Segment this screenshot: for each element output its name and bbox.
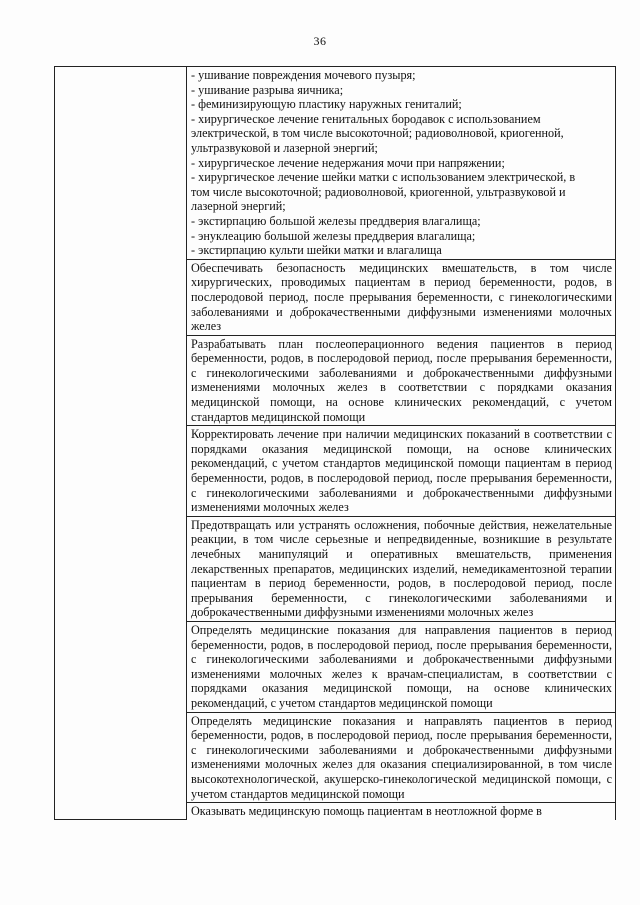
list-line: электрической, в том числе высокоточной; радиоволновой, криогенной, [191, 126, 564, 141]
left-column-cell [55, 67, 187, 820]
list-line: том числе высокоточной; радиоволновой, криогенной, ультразвуковой и [191, 184, 566, 199]
skill-cell [187, 259, 616, 335]
list-line: - экстирпацию большой железы преддверия влагалища; [191, 213, 481, 228]
list-line: - хирургическое лечение недержания мочи при напряжении; [191, 155, 505, 170]
skill-text: Определять медицинские показания для направления пациентов в период беременности, родов, в послеродовой период, после прерывания беременности, с гинекологическими заболеваниями и доброкачественными диффузными изменениями молочных желез к врачам-специалистам, в соответствии с порядками оказания медицинской помощи, на основе клинических рекомендаций, с учетом стандартов медицинской помощи [191, 622, 612, 710]
list-line: - экстирпацию культи шейки матки и влагалища [191, 243, 442, 258]
list-line: - феминизирующую пластику наружных гениталий; [191, 97, 462, 112]
skill-text: Оказывать медицинскую помощь пациентам в неотложной форме в [191, 804, 542, 819]
list-line: - энуклеацию большой железы преддверия влагалища; [191, 228, 476, 243]
list-line: - ушивание повреждения мочевого пузыря; [191, 68, 416, 82]
table-row [55, 67, 616, 260]
skill-cell [187, 621, 616, 712]
skill-cell [187, 335, 616, 426]
procedure-list-cell [187, 67, 616, 260]
skill-text: Разрабатывать план послеоперационного ведения пациентов в период беременности, родов, в послеродовой период, после прерывания беременности, с гинекологическими заболеваниями и доброкачественными диффузными изменениями молочных желез в соответствии с порядками оказания медицинской помощи, на основе клинических рекомендаций, с учетом стандартов медицинской помощи [191, 336, 612, 424]
skill-cell [187, 803, 616, 820]
skill-cell [187, 712, 616, 803]
list-line: - хирургическое лечение генитальных бородавок с использованием [191, 111, 541, 126]
skill-cell [187, 516, 616, 621]
skill-text: Обеспечивать безопасность медицинских вмешательств, в том числе хирургических, проводимых пациентам в период беременности, родов, в послеродовой период, после прерывания беременности, с гинекологическими заболеваниями и доброкачественными диффузными изменениями молочных желез [191, 260, 612, 334]
list-line: ультразвуковой и лазерной энергий; [191, 140, 378, 155]
skill-cell [187, 426, 616, 517]
page-number: 36 [313, 34, 327, 48]
list-line: - хирургическое лечение шейки матки с использованием электрической, в [191, 170, 576, 185]
skill-text: Определять медицинские показания и направлять пациентов в период беременности, родов, в послеродовой период, после прерывания беременности, с гинекологическими заболеваниями и доброкачественными диффузными изменениями молочных желез для оказания специализированной, в том числе высокотехнологической, акушерско-гинекологической медицинской помощи, с учетом стандартов медицинской помощи [191, 713, 612, 801]
skill-text: Корректировать лечение при наличии медицинских показаний в соответствии с порядками оказания медицинской помощи, на основе клинических рекомендаций, с учетом стандартов медицинской помощи пациентам в период беременности, родов, в послеродовой период, после прерывания беременности, с гинекологическими заболеваниями и доброкачественными диффузными изменениями молочных желез [191, 427, 612, 515]
list-line: - ушивание разрыва яичника; [191, 82, 344, 97]
list-line: лазерной энергий; [191, 199, 286, 214]
requirements-table [54, 66, 616, 820]
skill-text: Предотвращать или устранять осложнения, побочные действия, нежелательные реакции, в том числе серьезные и непредвиденные, возникшие в результате лечебных манипуляций и оперативных вмешательств, применения лекарственных препаратов, медицинских изделий, немедикаментозной терапии пациентам в период беременности, родов, в послеродовой период, после прерывания беременности, с гинекологическими заболеваниями и доброкачественными диффузными изменениями молочных желез [191, 517, 612, 620]
